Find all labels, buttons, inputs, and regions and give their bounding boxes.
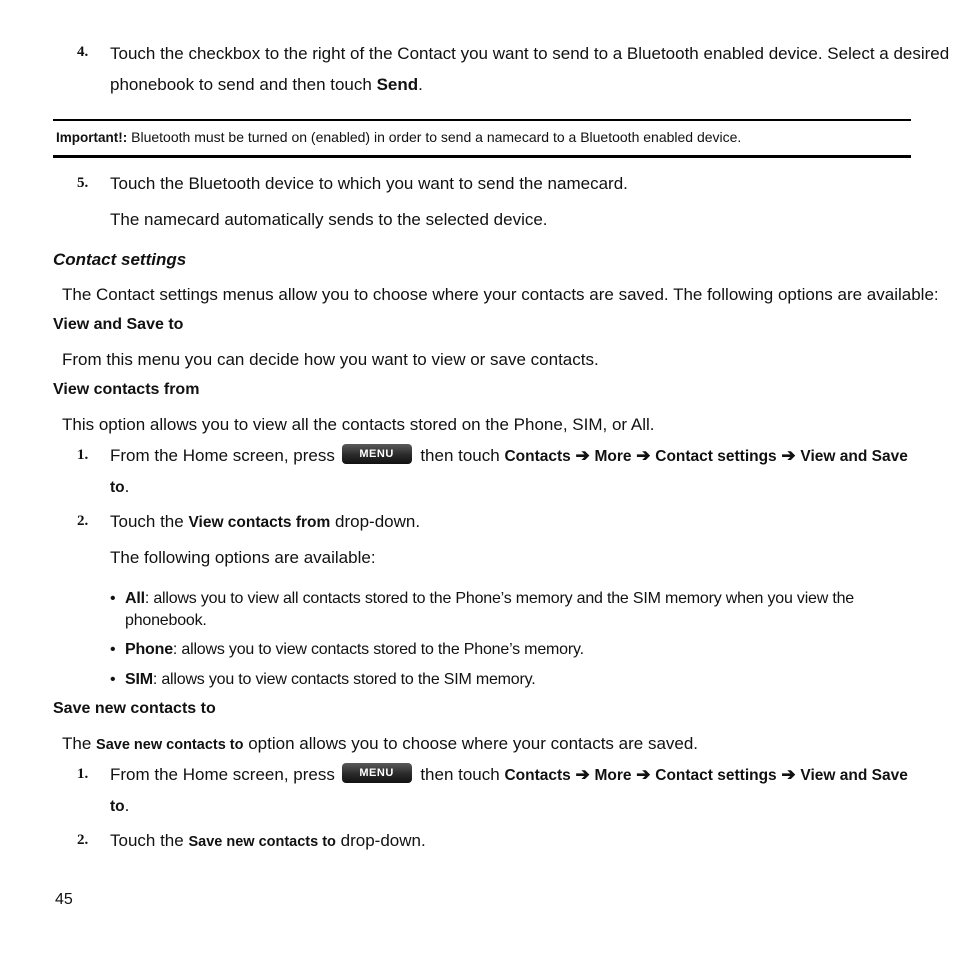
- step-number: 2.: [77, 513, 89, 529]
- list-item: SIM: allows you to view contacts stored to the SIM memory.: [125, 671, 536, 688]
- arrow-right-icon: ➔: [636, 446, 651, 465]
- step-number: 1.: [77, 766, 89, 782]
- arrow-right-icon: ➔: [781, 765, 796, 784]
- step-text: From the Home screen, press MENU then touch Contacts ➔ More ➔ Contact settings ➔ View and Save: [110, 440, 908, 472]
- arrow-right-icon: ➔: [575, 446, 590, 465]
- step-text: From the Home screen, press MENU then touch Contacts ➔ More ➔ Contact settings ➔ View and Save: [110, 759, 908, 791]
- step-number: 5.: [77, 175, 89, 191]
- section-heading: Contact settings: [53, 250, 187, 269]
- step-number: 2.: [77, 832, 89, 848]
- step-number: 4.: [77, 44, 89, 60]
- list-item: Phone: allows you to view contacts stored to the Phone’s memory.: [125, 641, 584, 658]
- divider-top: [53, 119, 911, 121]
- bullet-dot: •: [110, 641, 116, 658]
- step-note: The following options are available:: [110, 548, 376, 567]
- important-note: Important!: Bluetooth must be turned on (enabled) in order to send a namecard to a Bluetooth enabled device.: [56, 129, 742, 145]
- bullet-dot: •: [110, 590, 116, 607]
- step-text-line2: to.: [110, 796, 130, 815]
- subsection-text: This option allows you to view all the contacts stored on the Phone, SIM, or All.: [62, 415, 655, 434]
- step-text: Touch the Save new contacts to drop-down.: [110, 831, 426, 850]
- divider-bottom: [53, 155, 911, 158]
- arrow-right-icon: ➔: [781, 446, 796, 465]
- step-text-line2: to.: [110, 477, 130, 496]
- send-term: Send: [376, 75, 419, 94]
- subsection-text: From this menu you can decide how you want to view or save contacts.: [62, 350, 599, 369]
- list-item: All: allows you to view all contacts stored to the Phone’s memory and the SIM memory when you view the phonebook.: [125, 590, 854, 629]
- section-intro: The Contact settings menus allow you to choose where your contacts are saved. The following options are available:: [62, 285, 939, 304]
- menu-key-icon: MENU: [342, 763, 412, 783]
- step-text: Touch the Bluetooth device to which you want to send the namecard.: [110, 174, 628, 193]
- menu-key-icon: MENU: [342, 444, 412, 464]
- step-note: The namecard automatically sends to the selected device.: [110, 210, 548, 229]
- arrow-right-icon: ➔: [575, 765, 590, 784]
- important-label: Important!:: [56, 130, 128, 145]
- bullet-dot: •: [110, 671, 116, 688]
- step-text: Touch the View contacts from drop-down.: [110, 512, 421, 531]
- subsection-heading: View and Save to: [53, 316, 184, 333]
- subsection-heading: View contacts from: [53, 381, 200, 398]
- step-number: 1.: [77, 447, 89, 463]
- step-text: Touch the checkbox to the right of the Contact you want to send to a Bluetooth enabled device. Select a desired: [110, 44, 950, 63]
- subsection-text: The Save new contacts to option allows you to choose where your contacts are saved.: [62, 734, 699, 753]
- subsection-heading: Save new contacts to: [53, 700, 216, 717]
- step-text-line2: phonebook to send and then touch Send.: [110, 75, 423, 94]
- arrow-right-icon: ➔: [636, 765, 651, 784]
- page-number: 45: [55, 891, 73, 908]
